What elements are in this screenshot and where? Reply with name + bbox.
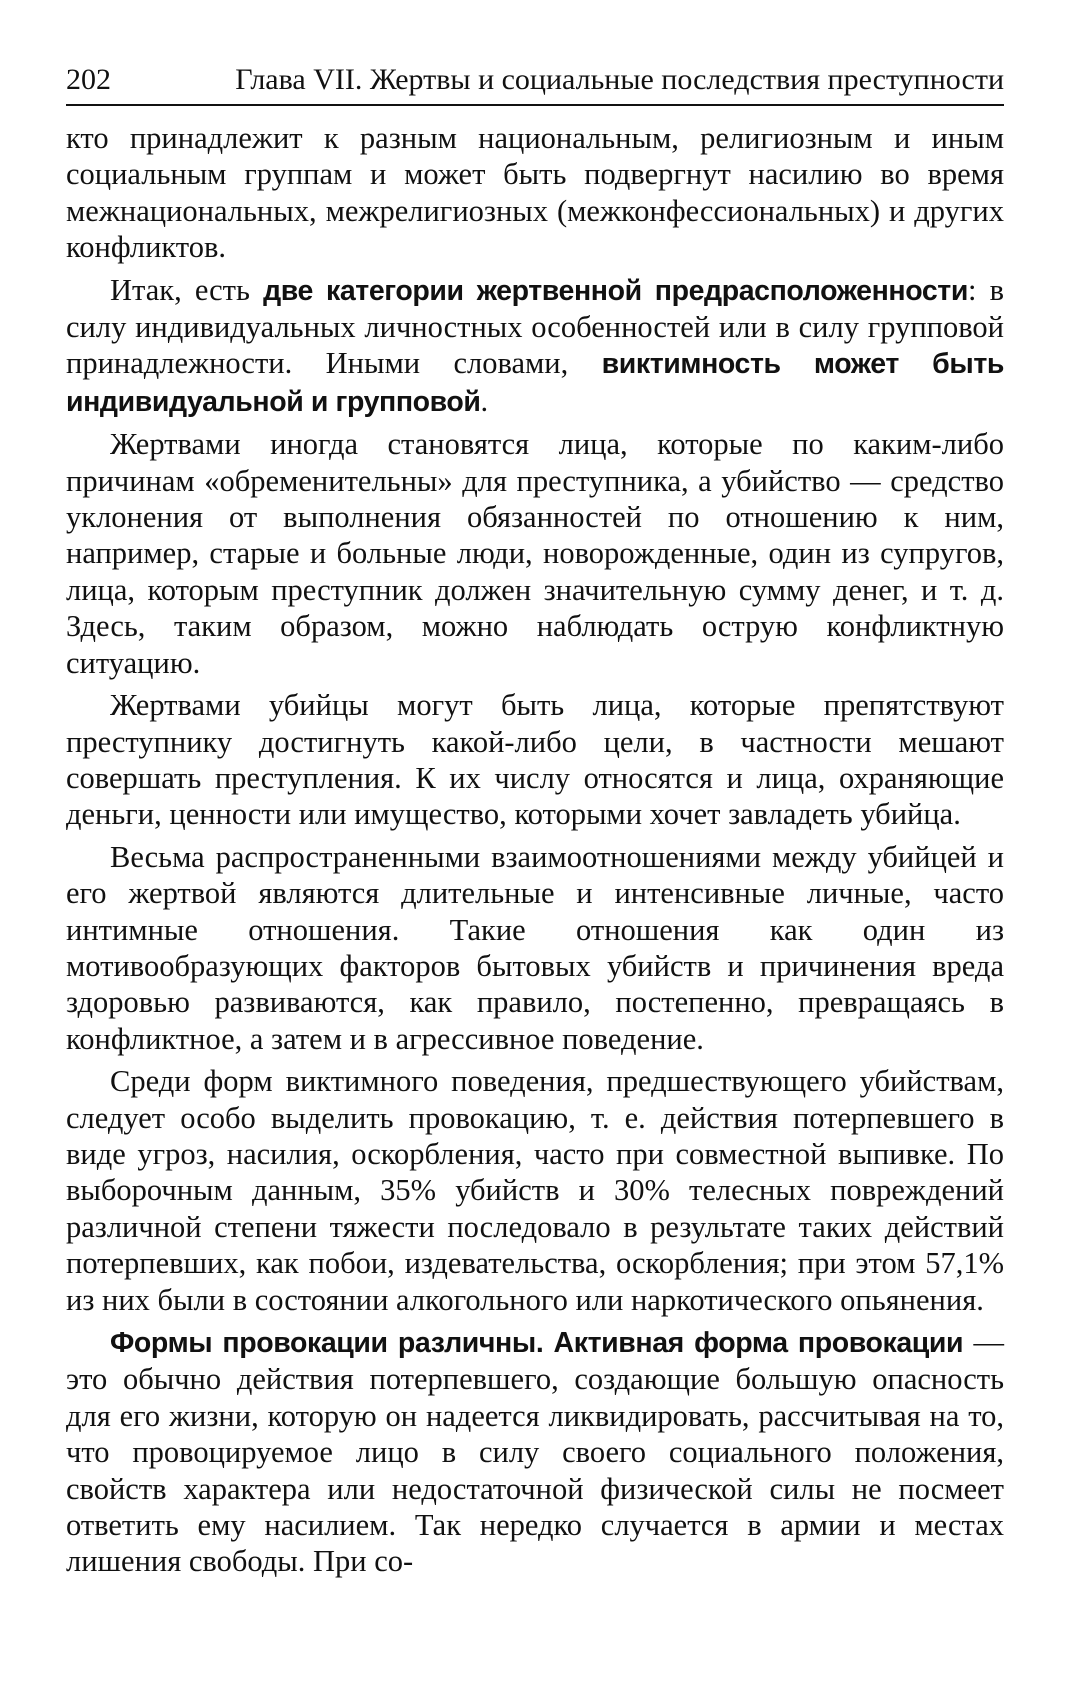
paragraph-2-text-c: .	[480, 383, 489, 418]
chapter-title: Глава VII. Жертвы и социальные последствия преступности	[235, 63, 1004, 96]
paragraph-7	[66, 1324, 1004, 1580]
paragraph-7-text-a: — это обычно действия потерпевшего, создающие большую опасность для его жизни, которую он надеется ликвидировать, рассчитывая на то, что провоцируемое лицо в силу своего социального положения, свойств характера или недостаточной физической силы не посмеет ответить ему насилием. Так нередко случается в армии и местах лишения свободы. При со-	[66, 1325, 1004, 1579]
paragraph-3: Жертвами иногда становятся лица, которые по каким-либо причинам «обременительны» для преступника, а убийство — средство уклонения от выполнения обязанностей по отношению к ним, например, старые и больные люди, новорожденные, один из супругов, лица, которым преступник должен значительную сумму денег, и т. д. Здесь, таким образом, можно наблюдать острую конфликтную ситуацию.	[66, 427, 1004, 680]
paragraph-2-bold-a: две категории жертвенной предрасположенности	[263, 274, 968, 307]
body-text	[66, 120, 1004, 1586]
paragraph-7-bold-a: Формы провокации различны. Активная форма провокации	[110, 1327, 964, 1359]
paragraph-2	[66, 272, 1004, 421]
paragraph-6: Среди форм виктимного поведения, предшествующего убийствам, следует особо выделить провокацию, т. е. действия потерпевшего в виде угроз, насилия, оскорбления, часто при совместной выпивке. По выборочным данным, 35% убийств и 30% телесных повреждений различной степени тяжести последовало в результате таких действий потерпевших, как побои, издевательства, оскорбления; при этом 57,1% из них были в состоянии алкогольного или наркотического опьянения.	[66, 1064, 1004, 1317]
running-header	[66, 60, 1004, 106]
paragraph-1: кто принадлежит к разным национальным, религиозным и иным социальным группам и может быть подвергнут насилию во время межнациональных, межрелигиозных (межконфессиональных) и других конфликтов.	[66, 121, 1004, 265]
paragraph-2-bold-b: виктимность может быть индивидуальной и групповой	[66, 348, 1004, 418]
paragraph-4: Жертвами убийцы могут быть лица, которые препятствуют преступнику достигнуть какой-либо цели, в частности мешают совершать преступления. К их числу относятся и лица, охраняющие деньги, ценности или имущество, которыми хочет завладеть убийца.	[66, 688, 1004, 832]
paragraph-5: Весьма распространенными взаимоотношениями между убийцей и его жертвой являются длительные и интенсивные личные, часто интимные отношения. Такие отношения как один из мотивообразующих факторов бытовых убийств и причинения вреда здоровью развиваются, как правило, постепенно, превращаясь в конфликтное, а затем и в агрессивное поведение.	[66, 839, 1004, 1056]
paragraph-2-text-b: : в силу индивидуальных личностных особенностей или в силу групповой принадлежности. Иными словами,	[66, 272, 1004, 381]
page-number: 202	[66, 63, 111, 96]
paragraph-2-text-a: Итак, есть	[110, 272, 264, 307]
